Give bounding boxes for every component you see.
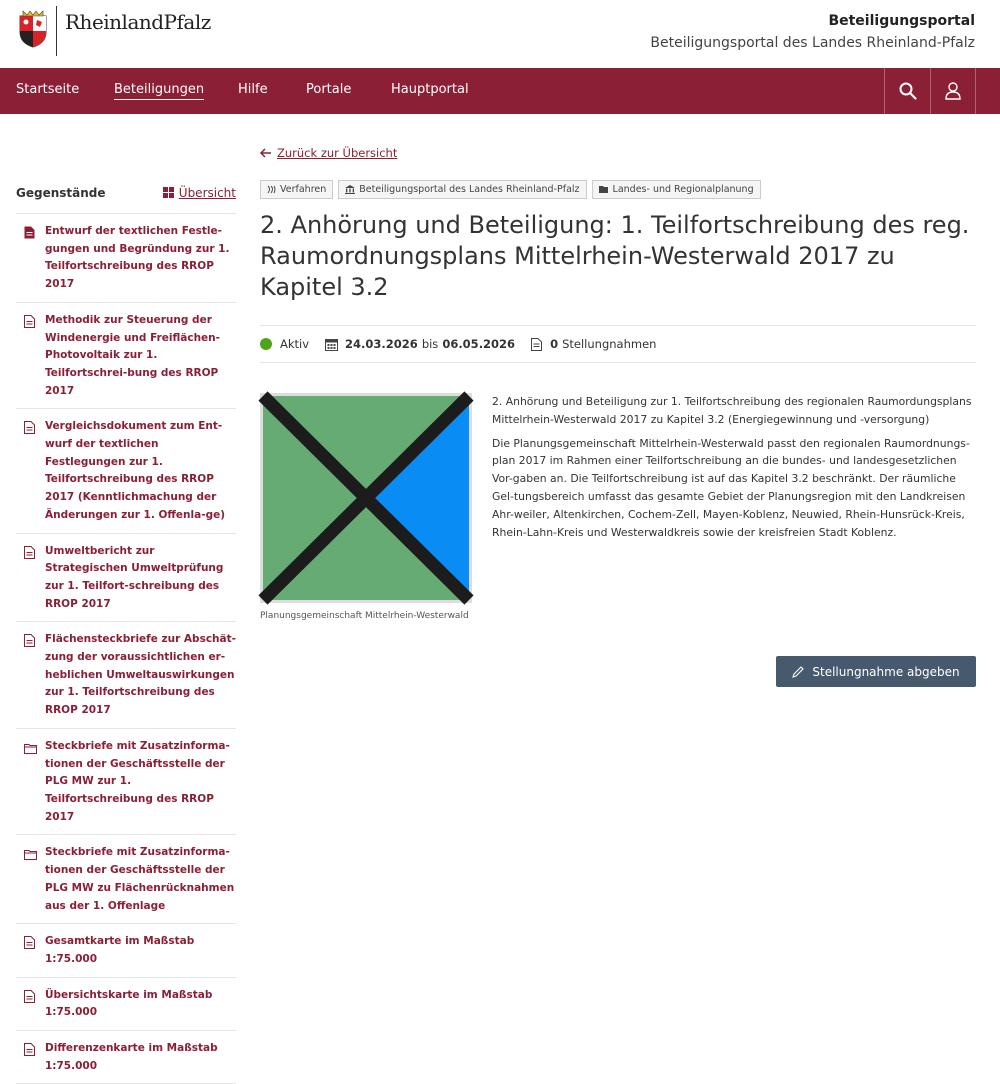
status-dot (260, 338, 272, 350)
user-icon (945, 82, 961, 100)
overview-link-label: Übersicht (178, 185, 236, 200)
submit-statement-label: Stellungnahme abgeben (812, 664, 960, 679)
tag-portal[interactable] (338, 180, 586, 199)
sidebar-item-label: Übersichtskarte im Maßstab 1:75.000 (45, 988, 213, 1019)
statements-count: 0 (550, 337, 559, 351)
portal-title-block (650, 13, 975, 51)
sidebar-item[interactable] (16, 924, 236, 977)
tag-planung[interactable] (592, 180, 761, 199)
sidebar-item-label: Gesamtkarte im Maßstab 1:75.000 (45, 935, 195, 965)
sidebar-item-label: Differenzenkarte im Maßstab 1:75.000 (45, 1042, 218, 1072)
sidebar-header (16, 180, 236, 214)
document-icon (24, 632, 37, 720)
rlp-logo[interactable] (18, 6, 211, 56)
sidebar-item[interactable] (16, 303, 236, 410)
description-paragraph: 2. Anhörung und Beteiligung zur 1. Teilfortschreibung des regionalen Raumordungsplans Mittelrhein-Westerwald 2017 zu Kapitel 3.2 (Energiegewinnung und -versorgung) (492, 395, 972, 426)
statements-label: Stellungnahmen (562, 337, 657, 351)
tag-label: Landes- und Regionalplanung (612, 184, 754, 195)
tag-verfahren[interactable] (260, 180, 333, 199)
sidebar-item-label: Entwurf der textlichen Festle-gungen und Begründung zur 1. Teilfortschreibung des RROP 2017 (45, 225, 230, 291)
nav-item-portale[interactable]: Portale (306, 82, 352, 97)
sidebar-list (16, 214, 236, 1084)
image-caption: Planungsgemeinschaft Mittelrhein-Westerwald (260, 611, 469, 621)
status-label: Aktiv (280, 337, 310, 351)
sidebar-item-label: Steckbriefe mit Zusatzinforma-tionen der Geschäftsstelle der PLG MW zur 1. Teilfortschreibung des RROP 2017 (45, 739, 230, 823)
back-link-label: Zurück zur Übersicht (277, 146, 398, 160)
image-column (260, 393, 472, 621)
logo-text: RheinlandPfalz (65, 10, 211, 34)
folder-icon (24, 739, 37, 827)
nav-item-hilfe[interactable]: Hilfe (238, 82, 268, 97)
status-row (260, 325, 976, 363)
description (492, 393, 976, 621)
pencil-icon (792, 666, 804, 678)
sidebar-item-label: Vergleichsdokument zum Ent-wurf der textlichen Festlegungen zur 1. Teilfortschreibung des RROP 2017 (Kenntlichmachung der Änderungen zur 1. Offenla-ge) (45, 420, 226, 521)
folder-icon (24, 845, 37, 915)
document-icon (24, 544, 37, 614)
sidebar-item-label: Steckbriefe mit Zusatzinforma-tionen der Geschäftsstelle der PLG MW zu Flächenrücknahmen aus der 1. Offenlage (45, 846, 235, 912)
date-separator: bis (421, 337, 439, 351)
sidebar-item[interactable] (16, 835, 236, 924)
main-content (260, 146, 976, 679)
back-link[interactable] (260, 146, 976, 160)
sidebar-item[interactable] (16, 534, 236, 623)
plg-logo-image (263, 396, 469, 600)
content-row (260, 393, 976, 621)
document-icon (24, 1041, 37, 1075)
sidebar-item[interactable] (16, 1031, 236, 1084)
document-icon (24, 934, 37, 968)
nav-item-startseite[interactable]: Startseite (16, 82, 80, 97)
coat-of-arms-icon (18, 10, 48, 48)
nav-item-beteiligungen[interactable]: Beteiligungen (114, 82, 204, 100)
project-image (260, 393, 472, 603)
calendar-icon (325, 338, 338, 351)
main-navigation (0, 68, 1000, 114)
search-icon (899, 82, 917, 100)
tag-label: Verfahren (280, 184, 327, 195)
tag-label: Beteiligungsportal des Landes Rheinland-Pfalz (359, 184, 580, 195)
portal-subtitle: Beteiligungsportal des Landes Rheinland-Pfalz (650, 35, 975, 51)
submit-statement-button[interactable] (776, 656, 976, 687)
sidebar-item[interactable] (16, 622, 236, 729)
procedure-icon (267, 185, 276, 194)
logo-divider (56, 6, 57, 56)
document-filled-icon (24, 224, 37, 294)
sidebar-item-label: Flächensteckbriefe zur Abschät-zung der voraussichtlichen er-heblichen Umweltauswirkungen zur 1. Teilfortschreibung des RROP 2017 (45, 633, 236, 717)
site-header (0, 0, 1000, 68)
sidebar-item[interactable] (16, 729, 236, 836)
grid-icon (163, 187, 174, 198)
sidebar-item[interactable] (16, 978, 236, 1031)
institution-icon (345, 185, 355, 194)
sidebar-item-label: Methodik zur Steuerung der Windenergie und Freiflächen-Photovoltaik zur 1. Teilfortschrei-bung des RROP 2017 (45, 313, 221, 397)
search-button[interactable] (884, 68, 930, 114)
tag-list (260, 180, 976, 199)
description-paragraph: Die Planungsgemeinschaft Mittelrhein-Westerwald passt den regionalen Raumordnungs-plan 2017 im Rahmen einer Teilfortschreibung an die bundes- und landesgesetzlichen Vor-gaben an. Die Teilfortschreibung ist auf das Kapitel 3.2 beschränkt. Der räumliche Gel-tungsbereich umfasst das gesamte Gebiet der Planungsregion mit den Landkreisen Ahr-weiler, Altenkirchen, Cochem-Zell, Mayen-Koblenz, Neuwied, Rhein-Hunsrück-Kreis, Rhein-Lahn-Kreis und Westerwaldkreis sowie der kreisfreien Stadt Koblenz. (492, 436, 970, 539)
page-title: 2. Anhörung und Beteiligung: 1. Teilfortschreibung des reg. Raumordnungsplans Mittelrhein-Westerwald 2017 zu Kapitel 3.2 (260, 211, 970, 301)
document-icon (24, 419, 37, 524)
document-icon (531, 338, 542, 351)
arrow-left-icon (260, 148, 271, 158)
sidebar-heading: Gegenstände (16, 185, 106, 200)
nav-item-hauptportal[interactable]: Hauptportal (391, 82, 469, 97)
folder-open-icon (599, 185, 609, 194)
sidebar-item[interactable] (16, 214, 236, 303)
overview-link[interactable] (163, 186, 236, 200)
portal-title: Beteiligungsportal (828, 13, 975, 29)
date-to: 06.05.2026 (442, 337, 516, 351)
document-icon (24, 988, 37, 1022)
sidebar-item[interactable] (16, 409, 236, 533)
sidebar-item-label: Umweltbericht zur Strategischen Umweltprüfung zur 1. Teilfort-schreibung des RROP 2017 (45, 544, 224, 610)
sidebar (16, 180, 236, 1084)
document-icon (24, 313, 37, 401)
user-button[interactable] (930, 68, 976, 114)
date-from: 24.03.2026 (345, 337, 418, 351)
